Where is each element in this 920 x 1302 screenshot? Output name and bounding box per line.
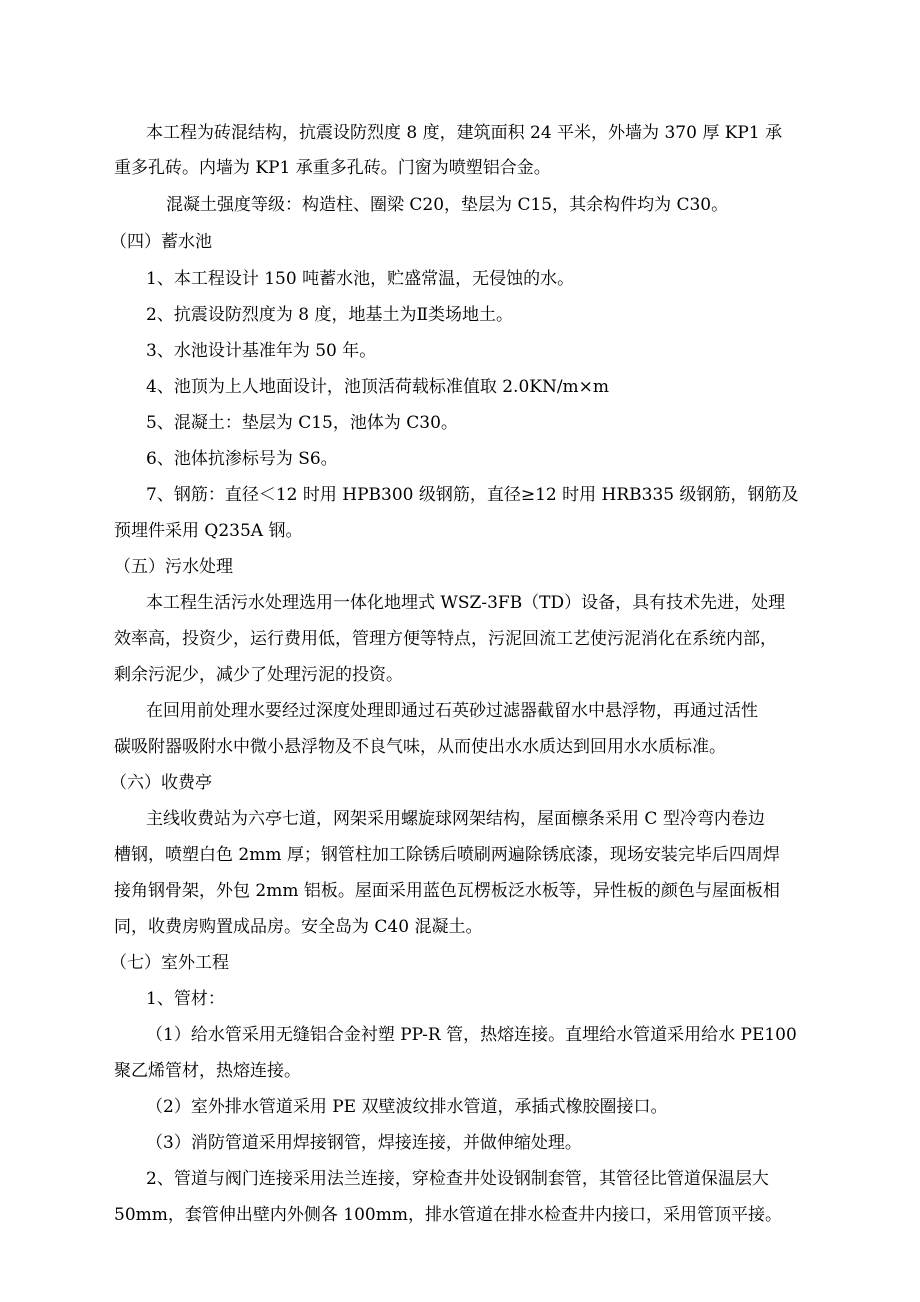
body-text-line: 剩余污泥少，减少了处理污泥的投资。 [114, 665, 403, 685]
sub-list-item: （1）给水管采用无缝铝合金衬塑 PP-R 管，热熔连接。直埋给水管道采用给水 PE100 [146, 1025, 797, 1045]
section-heading: （五）污水处理 [114, 557, 233, 577]
body-text-line: 在回用前处理水要经过深度处理即通过石英砂过滤器截留水中悬浮物，再通过活性 [146, 701, 758, 721]
body-text-line: 效率高，投资少，运行费用低，管理方便等特点，污泥回流工艺使污泥消化在系统内部， [114, 629, 777, 649]
list-item: 2、管道与阀门连接采用法兰连接，穿检查井处设钢制套管，其管径比管道保温层大 [146, 1169, 769, 1189]
body-text-line: 主线收费站为六亭七道，网架采用螺旋球网架结构，屋面檩条采用 C 型冷弯内卷边 [146, 809, 765, 829]
body-text-line: 碳吸附器吸附水中微小悬浮物及不良气味，从而使出水水质达到回用水水质标准。 [114, 737, 726, 757]
sub-list-item: （3）消防管道采用焊接钢管，焊接连接，并做伸缩处理。 [146, 1133, 582, 1153]
body-text-line: 同，收费房购置成品房。安全岛为 C40 混凝土。 [114, 917, 483, 937]
list-item: 6、池体抗渗标号为 S6。 [146, 449, 338, 469]
list-item: 7、钢筋：直径＜12 时用 HPB300 级钢筋，直径≥12 时用 HRB335 级钢筋，钢筋及 [146, 485, 799, 505]
list-item-continuation: 预埋件采用 Q235A 钢。 [114, 521, 303, 541]
list-item: 1、管材： [146, 989, 225, 1009]
list-item: 4、池顶为上人地面设计，池顶活荷载标准值取 2.0KN/m×m [146, 377, 610, 397]
list-item-continuation: 50mm，套管伸出壁内外侧各 100mm，排水管道在排水检查井内接口，采用管顶平接。 [114, 1205, 782, 1225]
list-item: 5、混凝土：垫层为 C15，池体为 C30。 [146, 413, 458, 433]
body-text-line: 重多孔砖。内墙为 KP1 承重多孔砖。门窗为喷塑铝合金。 [114, 158, 551, 178]
list-item: 1、本工程设计 150 吨蓄水池，贮盛常温，无侵蚀的水。 [146, 269, 575, 289]
list-item: 3、水池设计基准年为 50 年。 [146, 341, 377, 361]
body-text-line: 接角钢骨架，外包 2mm 铝板。屋面采用蓝色瓦楞板泛水板等，异性板的颜色与屋面板相 [114, 881, 780, 901]
list-item: 2、抗震设防烈度为 8 度，地基土为Ⅱ类场地土。 [146, 305, 513, 325]
body-text-line: 本工程生活污水处理选用一体化地埋式 WSZ-3FB（TD）设备，具有技术先进，处理 [146, 593, 786, 613]
section-heading: （七）室外工程 [110, 953, 229, 973]
body-text-line: 本工程为砖混结构，抗震设防烈度 8 度，建筑面积 24 平米，外墙为 370 厚 KP1 承 [146, 123, 783, 143]
body-text-line: 槽钢，喷塑白色 2mm 厚；钢管柱加工除锈后喷刷两遍除锈底漆，现场安装完毕后四周焊 [114, 845, 780, 865]
section-heading: （六）收费亭 [110, 773, 212, 793]
sub-list-item: （2）室外排水管道采用 PE 双壁波纹排水管道，承插式橡胶圈接口。 [146, 1097, 668, 1117]
section-heading: （四）蓄水池 [110, 232, 212, 252]
sub-list-item-continuation: 聚乙烯管材，热熔连接。 [114, 1061, 301, 1081]
body-text-line: 混凝土强度等级：构造柱、圈梁 C20，垫层为 C15，其余构件均为 C30。 [166, 195, 729, 215]
